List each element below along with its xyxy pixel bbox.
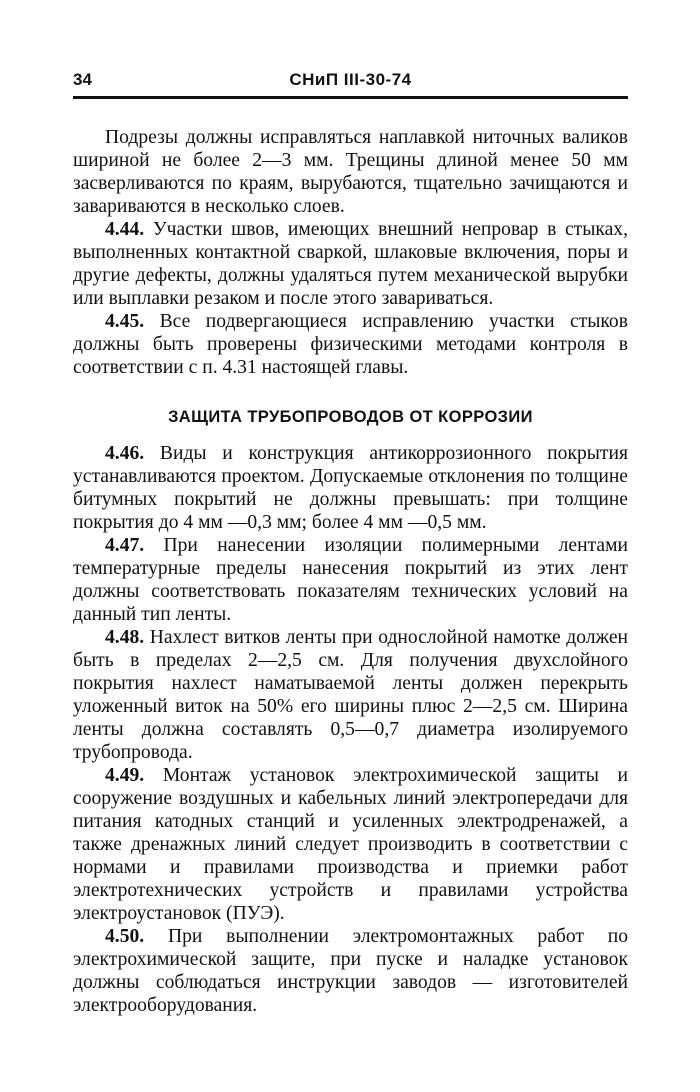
clause-number: 4.44. <box>105 219 145 240</box>
clause-number: 4.48. <box>105 627 145 648</box>
clause-paragraph <box>73 764 628 925</box>
running-head: СНиП III-30-74 <box>289 70 412 89</box>
clause-paragraph <box>73 626 628 764</box>
clause-number: 4.46. <box>105 443 145 464</box>
document-body <box>73 126 628 1017</box>
clause-paragraph <box>73 218 628 310</box>
document-page <box>73 70 628 1017</box>
clause-paragraph <box>73 310 628 379</box>
page-number: 34 <box>73 70 92 89</box>
intro-paragraph: Подрезы должны исправляться наплавкой ниточных валиков шириной не более 2—3 мм. Трещины длиной менее 50 мм засверливаются по краям, вырубаются, тщательно зачищаются и завариваются в несколько слоев. <box>73 127 628 217</box>
clause-paragraph <box>73 442 628 534</box>
clause-number: 4.45. <box>105 311 145 332</box>
clause-text: При нанесении изоляции полимерными лентами температурные пределы нанесения покрытий из этих лент должны соответствовать показателям технических условий на данный тип ленты. <box>73 535 628 625</box>
section-heading: ЗАЩИТА ТРУБОПРОВОДОВ ОТ КОРРОЗИИ <box>168 408 533 426</box>
clause-paragraph <box>73 534 628 626</box>
clause-text: Все подвергающиеся исправлению участки стыков должны быть проверены физическими методами контроля в соответствии с п. 4.31 настоящей главы. <box>73 311 628 378</box>
clause-text: Монтаж установок электрохимической защиты и сооружение воздушных и кабельных линий электропередачи для питания катодных станций и усиленных электродренажей, а также дренажных линий следует производить в соответствии с нормами и правилами производства и приемки работ электротехнических устройств и правилами устройства электроустановок (ПУЭ). <box>73 765 629 924</box>
clause-number: 4.47. <box>105 535 145 556</box>
page-header <box>73 70 628 99</box>
clause-text: Участки швов, имеющих внешний непровар в стыках, выполненных контактной сваркой, шлаковые включения, поры и другие дефекты, должны удаляться путем механической вырубки или выплавки резаком и после этого завариваться. <box>73 219 628 309</box>
clause-number: 4.50. <box>105 926 145 947</box>
clause-number: 4.49. <box>105 765 145 786</box>
clause-paragraph <box>73 925 628 1017</box>
clause-text: Нахлест витков ленты при однослойной намотке должен быть в пределах 2—2,5 см. Для получения двухслойного покрытия нахлест наматываемой ленты должен перекрыть уложенный виток на 50% его ширины плюс 2—2,5 см. Ширина ленты должна составлять 0,5—0,7 диаметра изолируемого трубопровода. <box>73 627 628 763</box>
clause-text: При выполнении электромонтажных работ по электрохимической защите, при пуске и наладке установок должны соблюдаться инструкции заводов — изготовителей электрооборудования. <box>73 926 628 1016</box>
clause-text: Виды и конструкция антикоррозионного покрытия устанавливаются проектом. Допускаемые отклонения по толщине битумных покрытий не должны превышать: при толщине покрытия до 4 мм —0,3 мм; более 4 мм —0,5 мм. <box>73 443 628 533</box>
